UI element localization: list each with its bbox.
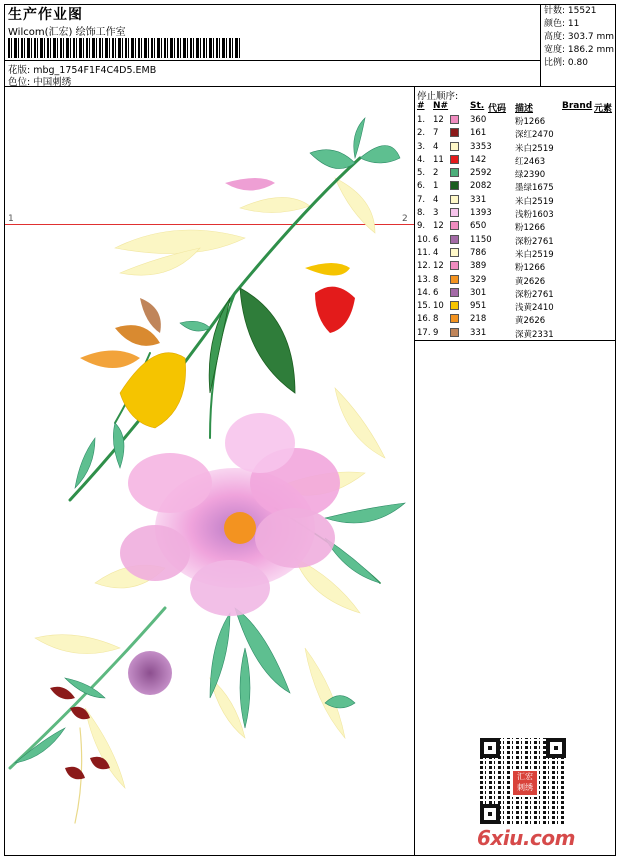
qr-logo: 汇宏 刺绣 bbox=[511, 769, 539, 797]
row-stitches: 142 bbox=[470, 154, 487, 165]
row-number: 13. bbox=[417, 274, 431, 285]
table-row bbox=[417, 275, 615, 288]
table-row bbox=[417, 195, 615, 208]
row-description: 深红2470 bbox=[515, 130, 554, 141]
colorway-label: 色位: bbox=[8, 77, 31, 88]
table-row bbox=[417, 115, 615, 128]
sequence-title: 停止顺序: bbox=[417, 91, 459, 102]
row-needle: 10 bbox=[433, 301, 444, 312]
row-needle: 8 bbox=[433, 314, 439, 325]
row-description: 浅黄2410 bbox=[515, 303, 554, 314]
row-number: 17. bbox=[417, 327, 431, 338]
table-row bbox=[417, 288, 615, 301]
row-needle: 12 bbox=[433, 115, 444, 125]
qr-finder-top-right bbox=[546, 738, 566, 758]
row-description: 米白2519 bbox=[515, 196, 554, 207]
row-description: 米白2519 bbox=[515, 249, 554, 260]
col-needle: N# bbox=[433, 101, 449, 111]
row-stitches: 2082 bbox=[470, 181, 492, 192]
row-needle: 6 bbox=[433, 287, 439, 298]
table-row bbox=[417, 221, 615, 234]
row-description: 墨绿1675 bbox=[515, 183, 554, 194]
row-number: 9. bbox=[417, 221, 426, 232]
row-stitches: 786 bbox=[470, 247, 487, 258]
color-swatch bbox=[450, 275, 459, 284]
table-row bbox=[417, 168, 615, 181]
header-bottom-line bbox=[4, 86, 616, 87]
row-stitches: 389 bbox=[470, 261, 487, 272]
row-stitches: 331 bbox=[470, 327, 487, 338]
color-swatch bbox=[450, 235, 459, 244]
table-row bbox=[417, 314, 615, 327]
row-stitches: 650 bbox=[470, 221, 487, 232]
panel-divider bbox=[414, 86, 415, 856]
row-needle: 11 bbox=[433, 154, 444, 165]
row-number: 11. bbox=[417, 247, 431, 258]
table-row bbox=[417, 155, 615, 168]
row-stitches: 2592 bbox=[470, 168, 492, 179]
col-code: 代码 bbox=[488, 104, 507, 114]
page-title: 生产作业图 bbox=[8, 7, 83, 23]
row-description: 绿2390 bbox=[515, 170, 546, 181]
color-swatch bbox=[450, 142, 459, 151]
row-number: 3. bbox=[417, 141, 426, 152]
company-name: Wilcom(汇宏) 绘饰工作室 bbox=[8, 27, 126, 38]
row-needle: 4 bbox=[433, 141, 439, 152]
row-number: 16. bbox=[417, 314, 431, 325]
qr-code bbox=[480, 738, 566, 824]
row-needle: 7 bbox=[433, 128, 439, 139]
row-stitches: 1150 bbox=[470, 234, 492, 245]
color-swatch bbox=[450, 181, 459, 190]
design-width: 宽度: 186.2 mm bbox=[544, 45, 615, 55]
row-description: 粉1266 bbox=[515, 117, 546, 127]
color-swatch bbox=[450, 288, 459, 297]
color-swatch bbox=[450, 328, 459, 337]
color-swatch bbox=[450, 261, 459, 270]
row-stitches: 331 bbox=[470, 194, 487, 205]
colorway-value: 中国刺绣 bbox=[33, 77, 72, 88]
axis-marker-right: 2 bbox=[402, 214, 408, 224]
row-number: 2. bbox=[417, 128, 426, 139]
design-height: 高度: 303.7 mm bbox=[544, 32, 615, 42]
color-count: 颜色: 11 bbox=[544, 19, 580, 29]
sequence-table-body bbox=[417, 115, 615, 341]
color-swatch bbox=[450, 248, 459, 257]
row-needle: 12 bbox=[433, 261, 444, 272]
file-name: mbg_1754F1F4C4D5.EMB bbox=[33, 65, 157, 76]
colorway-row bbox=[8, 74, 71, 88]
row-number: 4. bbox=[417, 154, 426, 165]
row-needle: 4 bbox=[433, 247, 439, 258]
row-stitches: 3353 bbox=[470, 141, 492, 152]
row-number: 10. bbox=[417, 234, 431, 245]
row-number: 5. bbox=[417, 168, 426, 179]
row-description: 深黄2331 bbox=[515, 329, 554, 340]
color-swatch bbox=[450, 208, 459, 217]
col-description: 描述 bbox=[515, 104, 534, 114]
color-swatch bbox=[450, 155, 459, 164]
row-number: 14. bbox=[417, 287, 431, 298]
table-row bbox=[417, 128, 615, 141]
dark-green-leaves bbox=[209, 288, 295, 393]
purple-flower bbox=[128, 651, 172, 695]
row-needle: 1 bbox=[433, 181, 439, 192]
header-divider bbox=[4, 60, 541, 61]
stitch-count: 针数: 15521 bbox=[544, 6, 597, 16]
file-label: 花版: bbox=[8, 65, 31, 76]
color-swatch bbox=[450, 301, 459, 310]
row-stitches: 218 bbox=[470, 314, 487, 325]
design-scale: 比例: 0.80 bbox=[544, 58, 588, 68]
color-swatch bbox=[450, 314, 459, 323]
row-needle: 2 bbox=[433, 168, 439, 179]
table-row bbox=[417, 248, 615, 261]
row-description: 深粉2761 bbox=[515, 289, 554, 300]
row-stitches: 1393 bbox=[470, 208, 492, 219]
yellow-flower bbox=[80, 298, 186, 428]
row-stitches: 360 bbox=[470, 115, 487, 125]
row-stitches: 329 bbox=[470, 274, 487, 285]
row-number: 15. bbox=[417, 301, 431, 312]
row-stitches: 951 bbox=[470, 301, 487, 312]
color-swatch bbox=[450, 168, 459, 177]
col-stitches: St. bbox=[470, 101, 485, 111]
qr-finder-top-left bbox=[480, 738, 500, 758]
embroidery-design-preview bbox=[5, 88, 413, 854]
row-number: 7. bbox=[417, 194, 426, 205]
sequence-table-header bbox=[417, 101, 615, 113]
row-description: 浅粉1603 bbox=[515, 210, 554, 221]
table-row bbox=[417, 208, 615, 221]
design-stats bbox=[544, 5, 614, 70]
barcode bbox=[8, 38, 240, 58]
col-number: # bbox=[417, 101, 425, 111]
pink-azalea-flower bbox=[225, 178, 275, 191]
row-number: 1. bbox=[417, 115, 426, 125]
row-number: 8. bbox=[417, 208, 426, 219]
col-element: 元素 bbox=[594, 104, 613, 114]
row-number: 6. bbox=[417, 181, 426, 192]
red-bud bbox=[305, 263, 355, 333]
row-description: 米白2519 bbox=[515, 143, 554, 154]
color-swatch bbox=[450, 128, 459, 137]
row-needle: 4 bbox=[433, 194, 439, 205]
col-brand: Brand bbox=[562, 101, 593, 111]
row-needle: 8 bbox=[433, 274, 439, 285]
table-row bbox=[417, 181, 615, 194]
qr-finder-bottom-left bbox=[480, 804, 500, 824]
row-needle: 3 bbox=[433, 208, 439, 219]
row-description: 红2463 bbox=[515, 156, 546, 167]
row-needle: 9 bbox=[433, 327, 439, 338]
row-needle: 12 bbox=[433, 221, 444, 232]
color-swatch bbox=[450, 115, 459, 124]
row-description: 黄2626 bbox=[515, 276, 546, 287]
row-description: 黄2626 bbox=[515, 316, 546, 327]
teal-leaves bbox=[15, 118, 405, 763]
table-row bbox=[417, 301, 615, 314]
color-swatch bbox=[450, 221, 459, 230]
table-row bbox=[417, 142, 615, 155]
row-stitches: 161 bbox=[470, 128, 487, 139]
row-description: 粉1266 bbox=[515, 263, 546, 274]
table-row bbox=[417, 261, 615, 274]
table-row bbox=[417, 328, 615, 341]
table-row bbox=[417, 235, 615, 248]
axis-marker-left: 1 bbox=[8, 214, 14, 224]
row-description: 深粉2761 bbox=[515, 236, 554, 247]
pink-peony bbox=[120, 413, 340, 616]
row-stitches: 301 bbox=[470, 287, 487, 298]
row-description: 粉1266 bbox=[515, 223, 546, 234]
site-watermark: 6xiu.com bbox=[477, 826, 575, 850]
row-number: 12. bbox=[417, 261, 431, 272]
stats-divider bbox=[540, 4, 541, 87]
color-swatch bbox=[450, 195, 459, 204]
row-needle: 6 bbox=[433, 234, 439, 245]
